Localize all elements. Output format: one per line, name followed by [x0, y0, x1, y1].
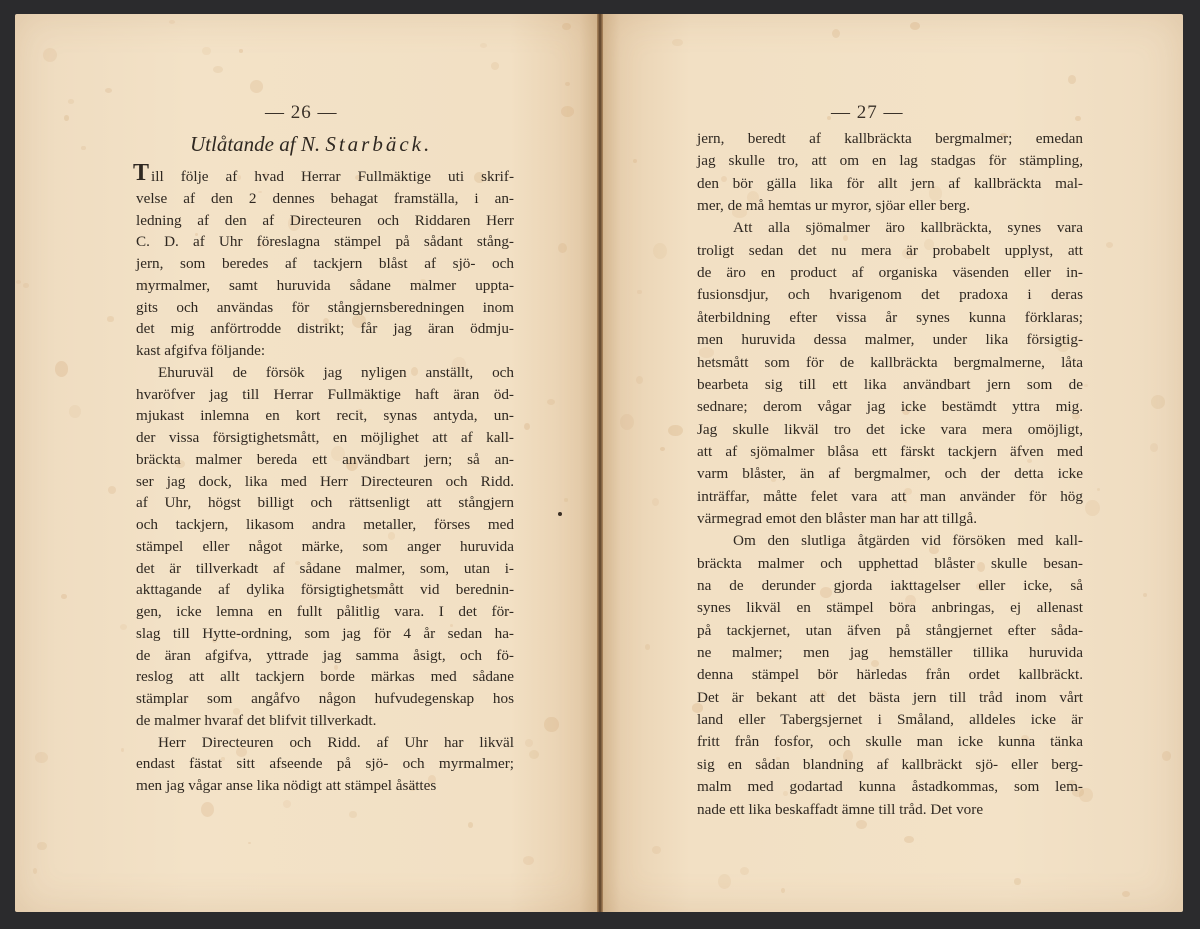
- foxing-spot: [672, 39, 682, 47]
- text-line: myrmalmer, samt huruvida sådane malmer uppta-: [136, 276, 514, 294]
- text-line: varm blåster, än af bergmalmer, och der detta icke: [697, 465, 1083, 483]
- text-line: det är tillverkadt af sådane malmer, som, utan i-: [136, 559, 514, 577]
- text-line: det mig anförtrodde distrikt; får jag äran ödmju-: [136, 320, 514, 338]
- page-number: — 26 —: [265, 102, 338, 123]
- foxing-spot: [283, 800, 291, 808]
- text-line: bearbeta sig till ett lika användbart jern som de: [697, 375, 1083, 393]
- text-line: der vissa försigtighetsmått, en möjlighet att af kall-: [136, 429, 514, 446]
- foxing-spot: [121, 748, 124, 752]
- foxing-spot: [523, 856, 534, 865]
- text-line: C. D. af Uhr föreslagna stämpel på sådant stång-: [136, 233, 514, 251]
- text-line: bräckta malmer och upphettad blåster skulle besan-: [697, 554, 1083, 572]
- foxing-spot: [660, 447, 664, 451]
- foxing-spot: [213, 66, 223, 73]
- foxing-spot: [69, 405, 81, 419]
- foxing-spot: [61, 594, 67, 600]
- text-line: att af sjömalmer blåsa ett färskt tackjern äfven med: [697, 442, 1083, 460]
- text-line: na de derunder gjorda iakttagelser eller icke, så: [697, 577, 1083, 594]
- text-line: akttagande af dylika försigtighetsmått vid berednin-: [136, 581, 514, 599]
- foxing-spot: [169, 20, 174, 24]
- foxing-spot: [107, 316, 113, 321]
- text-line: Det är bekant att det bästa jern till tråd inom vårt: [697, 688, 1083, 706]
- text-line: land eller Tabergsjernet i Småland, alldeles icke är: [697, 711, 1083, 729]
- foxing-spot: [652, 498, 660, 506]
- text-line: sednare; derom vågar jag icke bestämdt yttra mig.: [697, 398, 1083, 416]
- text-line: Ehuruväl de försök jag nyligen anställt, och: [158, 363, 514, 381]
- text-line: men huruvida dessa malmer, under lika försigtig-: [697, 331, 1083, 349]
- foxing-spot: [740, 867, 749, 875]
- foxing-spot: [910, 22, 920, 30]
- text-line: bräckta malmer bereda ett användbart jern; så an-: [136, 450, 514, 468]
- drop-cap: T: [133, 160, 150, 186]
- foxing-spot: [1068, 75, 1076, 84]
- text-line: hvaröfver jag till Herrar Fullmäktige haft äran öd-: [136, 385, 514, 403]
- text-line: stämplar som angåfvo någon hufvudegenskap hos: [136, 690, 514, 707]
- text-line: mer, de må hemtas ur myror, sjöar eller berg.: [697, 197, 971, 215]
- foxing-spot: [16, 280, 21, 284]
- foxing-spot: [23, 283, 29, 288]
- text-line: Att alla sjömalmer äro kallbräckta, synes vara: [733, 219, 1083, 237]
- text-line: T ill följe af hvad Herrar Fullmäktige uti skrif-: [133, 160, 514, 186]
- text-line: stämpel eller något märke, som anger huruvida: [136, 537, 514, 555]
- foxing-spot: [1122, 891, 1130, 897]
- foxing-spot: [525, 739, 533, 747]
- text-line: återbildning efter vissa år synes kunna förklaras;: [697, 308, 1083, 326]
- text-line: ne malmer; men jag hemställer tillika huruvida: [697, 644, 1083, 662]
- text-line: Jag skulle likväl tro det icke vara mera omöjligt,: [697, 420, 1083, 438]
- foxing-spot: [55, 361, 69, 377]
- text-line: kast afgifva följande:: [136, 342, 266, 359]
- foxing-spot: [1097, 488, 1100, 491]
- foxing-spot: [652, 846, 661, 854]
- text-line: inträffar, måtte felet vara att man använder för hög: [697, 487, 1083, 505]
- text-line: Om den slutliga åtgärden vid försöken med kall-: [733, 532, 1083, 550]
- right-page: [603, 14, 1183, 912]
- page-number: — 27 —: [831, 102, 904, 123]
- text-line: nade ett lika beskaffadt ämne till tråd. Det vore: [697, 800, 984, 818]
- foxing-spot: [781, 888, 785, 893]
- foxing-spot: [524, 423, 530, 430]
- foxing-spot: [248, 842, 251, 845]
- text-line: hetsmått som för de kallbräckta bergmalmerne, låta: [697, 353, 1083, 371]
- text-line: ser jag dock, lika med Herr Directeuren och Ridd.: [136, 472, 514, 490]
- text-line: synes likväl en stämpel böra anbringas, ej allenast: [697, 599, 1083, 617]
- foxing-spot: [558, 243, 567, 253]
- text-line: jern, beredt af kallbräckta bergmalmer; emedan: [697, 130, 1083, 147]
- foxing-spot: [1151, 395, 1165, 409]
- foxing-spot: [105, 88, 112, 93]
- text-line: ledning af den af Directeuren och Riddaren Herr: [136, 211, 514, 229]
- foxing-spot: [1162, 751, 1171, 761]
- text-line: sig en sådan blandning af kallbräckt sjö- eller berg-: [697, 755, 1083, 773]
- text-line: Herr Directeuren och Ridd. af Uhr har likväl: [158, 733, 514, 751]
- foxing-spot: [43, 48, 57, 62]
- text-line: jern, som beredes af tackjern blåst af sjö- och: [136, 255, 514, 272]
- foxing-spot: [1075, 116, 1081, 122]
- foxing-spot: [653, 243, 667, 259]
- foxing-spot: [547, 399, 555, 405]
- foxing-spot: [636, 376, 644, 385]
- heading-author: Starbäck.: [325, 132, 433, 156]
- text-line: gits och användas för stångjernsberedningen inom: [136, 298, 514, 316]
- text-line: och tackjern, likasom andra metaller, förses med: [136, 516, 514, 533]
- text-line: mjukast inlemna en kort recit, synas antyda, un-: [136, 407, 514, 425]
- text-line: jag skulle tro, att om en lag stadgas för stämpling,: [697, 152, 1083, 170]
- foxing-spot: [620, 414, 634, 430]
- section-heading: [190, 132, 432, 157]
- foxing-spot: [561, 106, 574, 117]
- foxing-spot: [491, 62, 499, 69]
- foxing-spot: [562, 23, 571, 30]
- foxing-spot: [645, 644, 650, 650]
- foxing-spot: [1106, 242, 1114, 248]
- foxing-spot: [633, 159, 638, 163]
- text-line: den bör gälla lika för allt jern af kallbräckta mal-: [697, 174, 1083, 192]
- foxing-spot: [64, 115, 70, 121]
- foxing-spot: [349, 811, 356, 818]
- foxing-spot: [564, 498, 569, 502]
- foxing-spot: [250, 80, 263, 92]
- text-line: denna stämpel bör härledas från ordet kallbräckt.: [697, 666, 1083, 684]
- foxing-spot: [239, 49, 243, 52]
- text-line: endast fästat sitt afseende på sjö- och myrmalmer;: [136, 755, 514, 773]
- foxing-spot: [904, 836, 914, 843]
- text-line: gen, icke lemna en fullt pålitlig vara. I det för-: [136, 603, 514, 620]
- text-line: fritt från fosfor, och skulle man icke kunna tänka: [697, 733, 1083, 751]
- foxing-spot: [668, 425, 683, 436]
- foxing-spot: [202, 47, 211, 56]
- text-line: fusionsdjur, och hvarigenom det pradoxa i deras: [697, 286, 1083, 304]
- foxing-spot: [565, 82, 570, 86]
- foxing-spot: [35, 752, 48, 763]
- foxing-spot: [856, 820, 867, 830]
- left-page: [15, 14, 597, 912]
- foxing-spot: [1085, 500, 1099, 516]
- foxing-spot: [120, 624, 128, 630]
- text-line: malm med godartad kunna åstadkommas, som lem-: [697, 778, 1083, 796]
- foxing-spot: [544, 717, 558, 733]
- text-line: värmegrad emot den blåster man har att tillgå.: [697, 509, 978, 527]
- foxing-spot: [529, 750, 540, 760]
- foxing-spot: [37, 842, 46, 850]
- foxing-spot: [81, 146, 85, 150]
- foxing-spot: [718, 874, 732, 890]
- text-line: på tackjernet, utan äfven på stångjernet efter såda-: [697, 621, 1083, 639]
- text-line: de äran afgifva, yttrade jag samma åsigt, och fö-: [136, 646, 514, 664]
- text-line: af Uhr, högst billigt och rättsenligt att stångjern: [136, 494, 514, 512]
- foxing-spot: [201, 802, 214, 817]
- margin-mark: [558, 512, 562, 516]
- foxing-spot: [1150, 443, 1158, 452]
- foxing-spot: [1084, 384, 1087, 387]
- text-line: de malmer hvaraf det blifvit tillverkadt.: [136, 711, 377, 729]
- heading-title: Utlåtande af N.: [190, 132, 321, 156]
- foxing-spot: [68, 99, 75, 104]
- text-line: reslog att allt tackjern borde märkas med sådane: [136, 668, 514, 686]
- text-line: slag till Hytte-ordning, som jag för 4 år sedan ha-: [136, 624, 514, 642]
- text-line: velse af den 2 dennes behagat framställa, i an-: [136, 189, 514, 207]
- foxing-spot: [480, 43, 487, 48]
- foxing-spot: [1014, 878, 1020, 884]
- foxing-spot: [33, 868, 37, 873]
- foxing-spot: [637, 290, 641, 293]
- foxing-spot: [832, 29, 840, 38]
- text-line: men jag vågar anse lika nödigt att stämpel åsättes: [136, 777, 437, 794]
- text-line: troligt sedan det nu mera är probabelt upplyst, att: [697, 241, 1083, 259]
- foxing-spot: [1143, 593, 1148, 597]
- text-line: de äro en product af organiska väsenden eller in-: [697, 264, 1083, 282]
- foxing-spot: [108, 486, 117, 494]
- foxing-spot: [468, 822, 474, 828]
